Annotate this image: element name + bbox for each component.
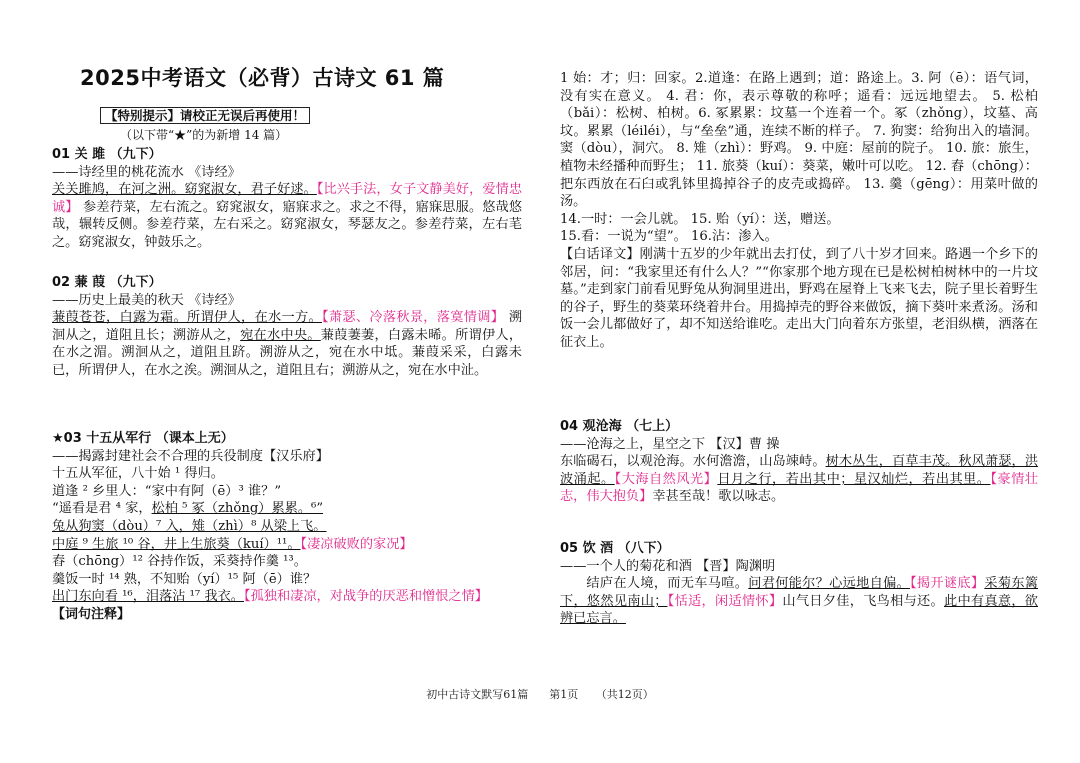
poem-text: 蒹葭萋萋，白露未晞。所谓伊人，在水之湄。溯洄从之，道阻且跻。溯游从之，宛在水中坻。蒹葭采采，白露未已，所谓伊人，在水之涘。溯洄从之，道阻且右；溯游从之，宛在水中沚。 xyxy=(52,327,523,378)
underlined-line: 蒹葭苍苍，白露为霜。所谓伊人，在水一方。 xyxy=(52,310,322,326)
annotation: 【大海自然风光】 xyxy=(614,471,718,487)
annotation: 【恬适，闲适情怀】 xyxy=(667,593,783,609)
poem-03 xyxy=(52,430,522,624)
poem-04 xyxy=(560,418,1038,506)
underlined-line: 秋风萧瑟，洪波涌起。 xyxy=(560,454,1039,487)
annotation: 【凄凉破败的家况】 xyxy=(300,536,413,552)
poem-line xyxy=(52,536,522,554)
poem-line xyxy=(52,588,522,606)
annotation: 【揭开谜底】 xyxy=(910,576,985,592)
poem-subtitle: ——揭露封建社会不合理的兵役制度【汉乐府】 xyxy=(52,448,329,464)
underlined-line: 采菊东篱下，悠然见南山； xyxy=(560,576,1039,609)
poem-01 xyxy=(52,146,522,252)
poem-heading: 05 饮 酒 （八下） xyxy=(560,541,670,556)
poem-subtitle: ——历史上最美的秋天 《诗经》 xyxy=(52,292,241,308)
annotation: 【孤独和凄凉，对战争的厌恶和憎恨之情】 xyxy=(243,589,488,605)
poem-line: 羹饭一时 ¹⁴ 熟，不知贻（yí）¹⁵ 阿（ē）谁？ xyxy=(52,571,317,587)
poem-subtitle: ——诗经里的桃花流水 《诗经》 xyxy=(52,164,241,180)
poem-heading: 04 观沧海 （七上） xyxy=(560,419,679,434)
poem-line: 道逢 ² 乡里人：“家中有阿（ē）³ 谁？” xyxy=(52,483,282,499)
annotation: 【萧瑟、冷落秋景，落寞情调】 xyxy=(321,310,505,326)
special-notice: 【特别提示】请校正无误后再使用！ xyxy=(100,107,310,124)
underlined-line: 此中有真意，欲辨已忘言。 xyxy=(560,593,1038,627)
translation-text: 【白话译文】刚满十五岁的少年就出去打仗，到了八十岁才回来。路遇一个乡下的邻居，问：“我家里还有什么人？”“你家那个地方现在已是松树柏树林中的一片坟墓。”走到家门前看见野兔从狗洞里进出，野鸡在屋脊上飞来飞去，院子里长着野生的谷子，野生的葵菜环绕着井台。用捣掉壳的野谷来做饭，摘下葵叶来煮汤。汤和饭一会儿都做好了，却不知送给谁吃。走出大门向着东方张望，老泪纵横，洒落在征衣上。 xyxy=(560,246,1038,350)
poem-05 xyxy=(560,540,1038,628)
underlined-line: 树木丛生，百草丰茂。 xyxy=(825,454,959,470)
annotation: 【比兴手法，女子文静美好，爱情忠诚】 xyxy=(52,182,523,215)
glossary-line: 15.看：一说为“望”。 16.沾：渗入。 xyxy=(560,229,778,245)
notes-heading: 【词句注释】 xyxy=(52,606,131,622)
poem-text: “遥看是君 ⁴ 家， xyxy=(52,501,152,517)
underlined-line: 中庭 ⁹ 生旅 ¹⁰ 谷，井上生旅葵（kuí）¹¹。 xyxy=(52,536,301,552)
poem-02 xyxy=(52,274,522,380)
poem-body xyxy=(560,453,1038,506)
poem-subtitle: ——一个人的菊花和酒 【晋】陶渊明 xyxy=(560,558,776,574)
poem-text: 结庐在人境，而无车马喧。 xyxy=(586,576,749,592)
page-title: 2025中考语文（必背）古诗文 61 篇 xyxy=(80,66,445,90)
poem-text: 溯洄从之，道阻且长；溯游从之， xyxy=(52,310,522,343)
underlined-line: 出门东向看 ¹⁶，泪落沾 ¹⁷ 我衣。 xyxy=(52,589,244,605)
poem-body xyxy=(560,575,1038,628)
poem-heading: 02 蒹 葭 （九下） xyxy=(52,275,162,290)
new-items-note: （以下带“★”的为新增 14 篇） xyxy=(120,128,288,142)
underlined-line: 宛在水中央。 xyxy=(240,327,321,343)
page-footer: 初中古诗文默写61篇 第1页 （共12页） xyxy=(426,688,654,701)
underlined-line: 松柏 ⁵ 冢（zhǒng）累累。⁶” xyxy=(151,501,324,517)
underlined-line: 兔从狗窦（dòu）⁷ 入，雉（zhì）⁸ 从梁上飞。 xyxy=(52,518,327,534)
poem-text: 幸甚至哉！歌以咏志。 xyxy=(652,489,785,505)
poem-heading: ★03 十五从军行 （课本上无） xyxy=(52,431,234,446)
annotation: 【豪情壮志，伟大抱负】 xyxy=(560,471,1039,505)
poem-line: 十五从军征，八十始 ¹ 得归。 xyxy=(52,466,224,482)
poem-line: 舂（chōng）¹² 谷持作饭，采葵持作羹 ¹³。 xyxy=(52,554,307,570)
poem-text: 参差荇菜，左右流之。窈窕淑女，寤寐求之。求之不得，寤寐思服。悠哉悠哉，辗转反侧。参差荇菜，左右采之。窈窕淑女，琴瑟友之。参差荇菜，左右芼之。窈窕淑女，钟鼓乐之。 xyxy=(52,199,523,250)
poem-subtitle: ——沧海之上，星空之下 【汉】曹 操 xyxy=(560,436,780,452)
underlined-line: 关关雎鸠，在河之洲。窈窕淑女，君子好逑。 xyxy=(52,182,317,198)
glossary-text: 1 始：才；归：回家。2.道逢：在路上遇到；道：路途上。3. 阿（ē）：语气词，没有实在意义。 4. 君：你，表示尊敬的称呼；遥看：远远地望去。 5. 松柏（bǎi）：松树、柏树。6. 冢累累：坟墓一个连着一个。冢（zhǒng），坟墓、高坟。累累（léiléi），与“垒垒”通，连续不断的样子。 7. 狗窦：给狗出入的墙洞。窦（dòu），洞穴。 8. 雉（zhì）：野鸡。 9. 中庭：屋前的院子。 10. 旅：旅生，植物未经播种而野生； 11. 旅葵（kuí）：葵菜，嫩叶可以吃。 12. 舂（chōng）：把东西放在石臼或乳钵里捣掉谷子的皮壳或捣碎。 13. 羹（gēng）：用菜叶做的汤。 xyxy=(560,71,1038,210)
poem-body xyxy=(52,309,522,379)
poem-line xyxy=(52,500,522,518)
glossary-line: 14.一时：一会儿就。 15. 贻（yí）：送，赠送。 xyxy=(560,211,840,227)
poem-text: 东临碣石，以观沧海。水何澹澹，山岛竦峙。 xyxy=(560,454,826,470)
underlined-line: 问君何能尔？心远地自偏。 xyxy=(748,576,911,592)
poem-text: 山气日夕佳，飞鸟相与还。 xyxy=(782,593,944,609)
poem-body xyxy=(52,181,522,251)
underlined-line: 日月之行，若出其中；星汉灿烂，若出其里。 xyxy=(717,471,991,487)
poem-heading: 01 关 雎 （九下） xyxy=(52,147,162,162)
glossary-block xyxy=(560,70,1038,352)
